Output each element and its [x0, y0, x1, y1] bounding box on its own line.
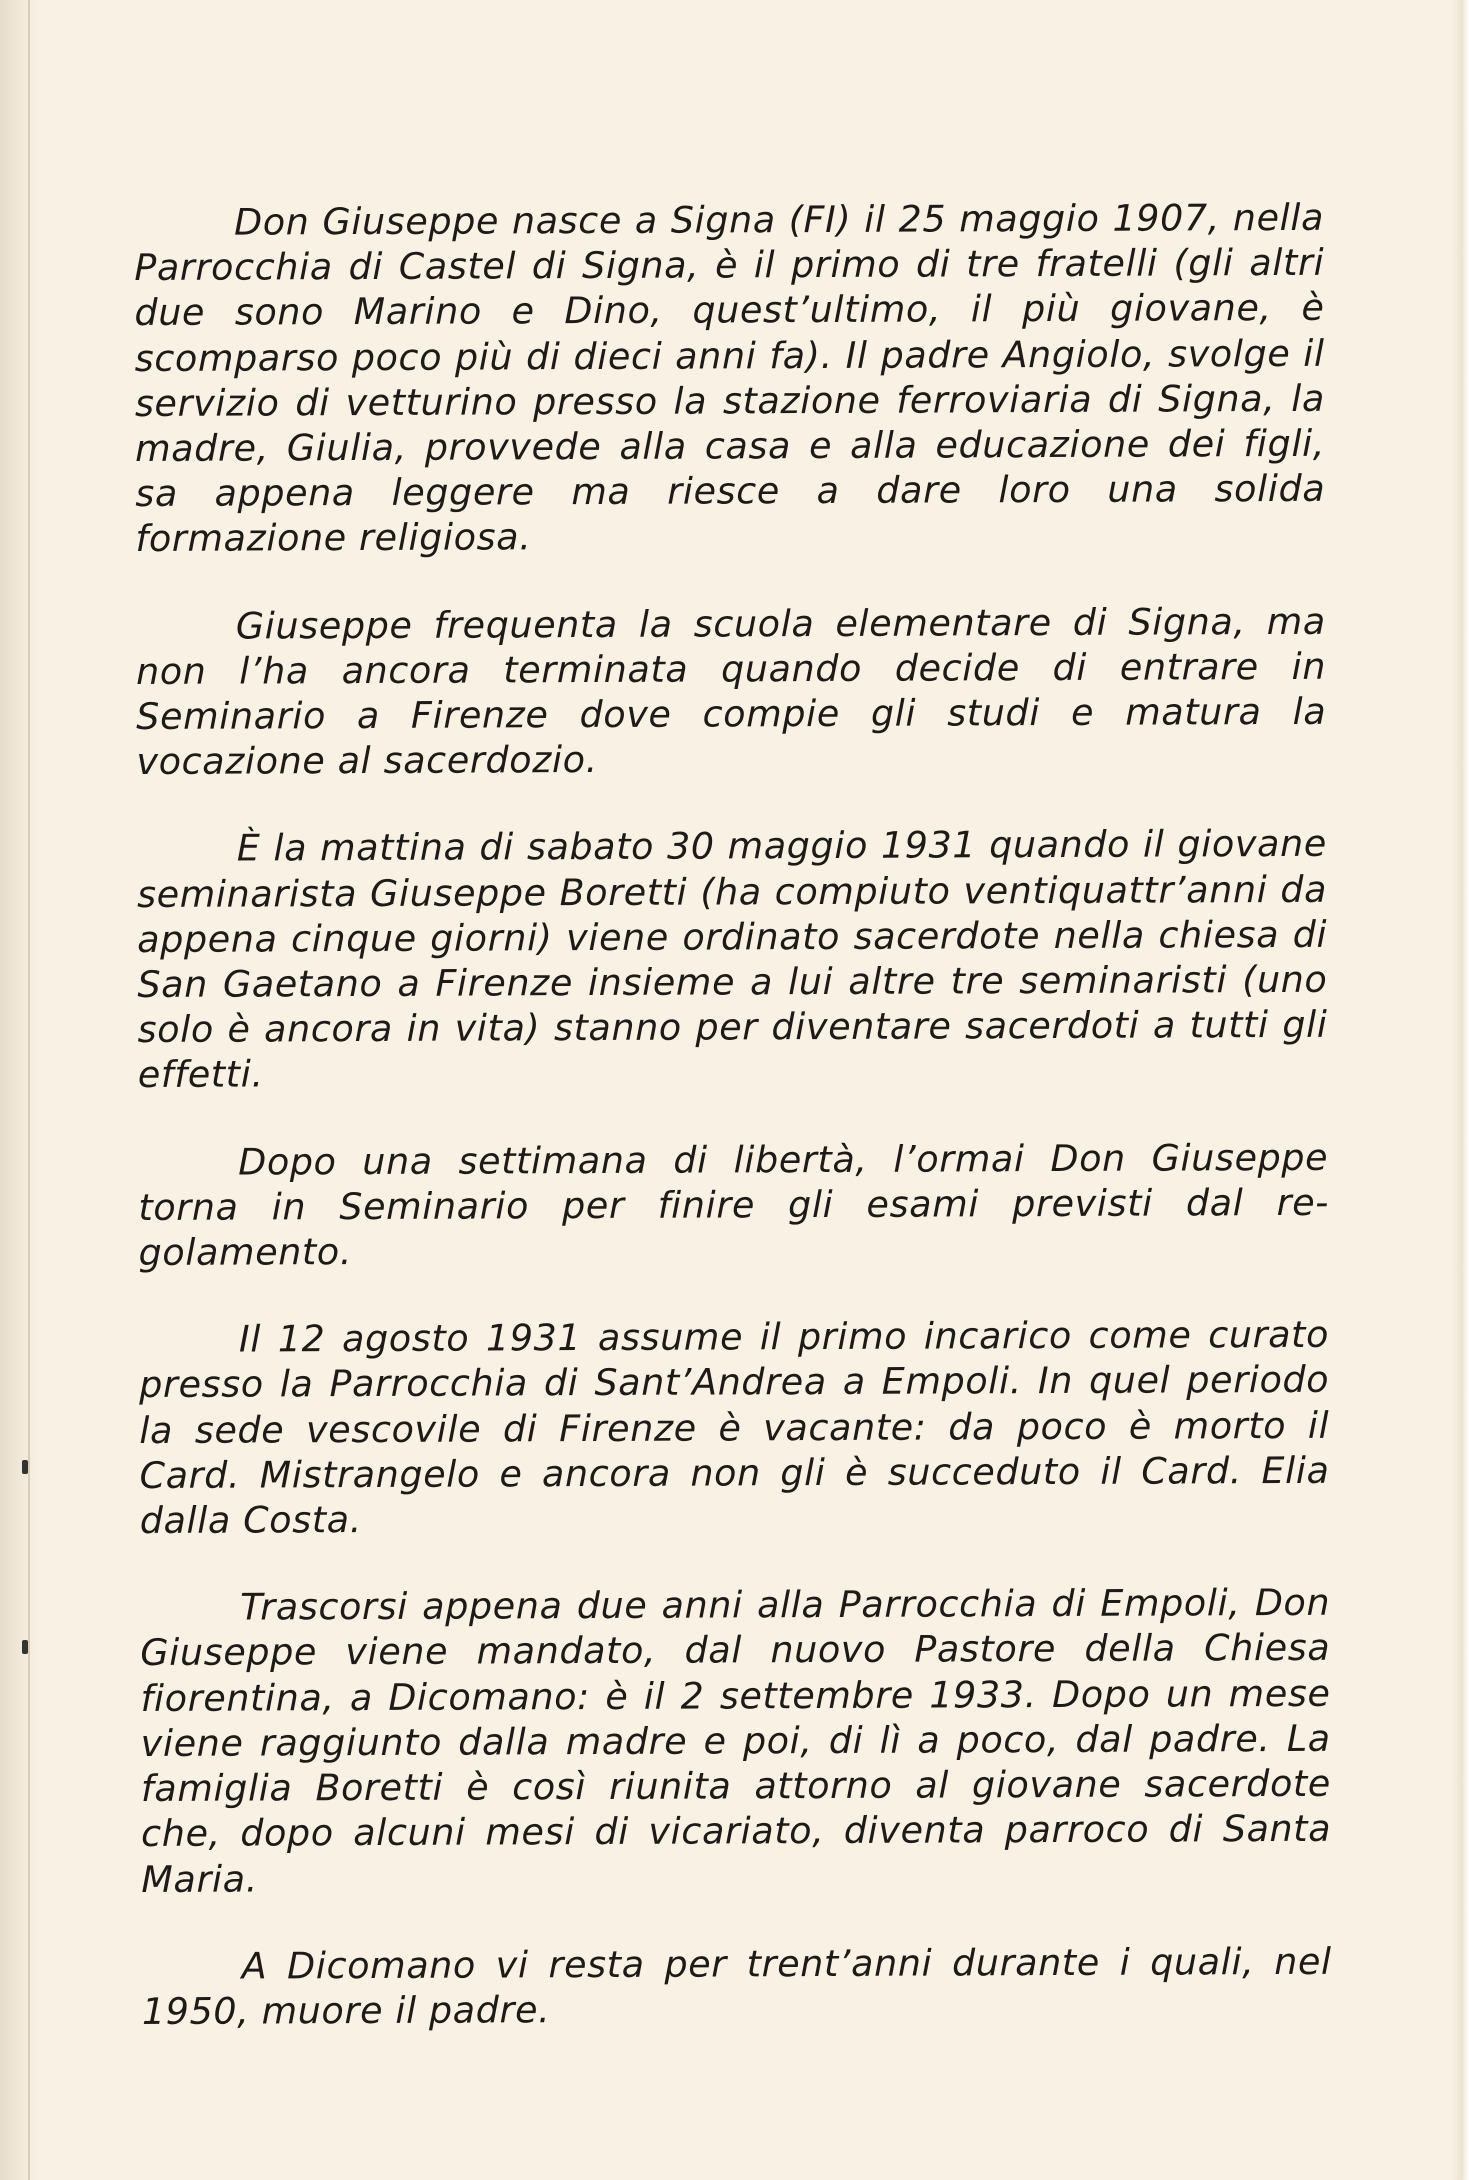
page-gutter-shadow: [0, 0, 40, 2180]
paragraph-empoli: Il 12 agosto 1931 assume il primo incarico come curato presso la Parrocchia di Sant’Andrea a Empoli. In quel periodo la sede vescovile di Firenze è vacante: da poco è morto il Card. Mistrangelo e ancora non gli è succeduto il Card. Elia dalla Costa.: [139, 1313, 1330, 1543]
paragraph-ordination: È la mattina di sabato 30 maggio 1931 quando il giovane seminarista Giuseppe Boretti (ha compiuto ventiquattr’anni da appena cinque giorni) viene ordinato sacerdote nella chiesa di San Gaetano a Firenze insieme a lui altre tre seminaristi (uno solo è ancora in vita) stanno per diventare sacerdoti a tutti gli effetti.: [136, 822, 1328, 1097]
paragraph-thirty-years: A Dicomano vi resta per trent’anni durante i quali, nel 1950, muore il padre.: [141, 1939, 1332, 2033]
binding-staple: [22, 1640, 28, 1654]
paragraph-birth: Don Giuseppe nasce a Signa (FI) il 25 maggio 1907, nella Parrocchia di Castel di Signa, è il primo di tre fratelli (gli altri due sono Marino e Dino, quest’ultimo, il più giovane, è scomparso poco più di dieci anni fa). Il padre Angiolo, svolge il servizio di vetturino presso la stazione ferroviaria di Signa, la madre, Giulia, provvede alla casa e alla educazione dei figli, sa appena leggere ma riesce a dare loro una solida formazione religiosa.: [134, 195, 1326, 561]
page-right-edge: [1451, 0, 1469, 2180]
paragraph-seminary-return: Dopo una settimana di libertà, l’ormai Don Giuseppe torna in Seminario per finire gli esami previsti dal regolamento.: [138, 1135, 1329, 1275]
body-text: [134, 195, 1332, 2034]
paragraph-school: Giuseppe frequenta la scuola elementare di Signa, ma non l’ha ancora terminata quando decide di entrare in Seminario a Firenze dove compie gli studi e matura la vocazione al sacerdozio.: [135, 599, 1327, 784]
binding-staple: [22, 1460, 28, 1474]
paragraph-dicomano: Trascorsi appena due anni alla Parrocchia di Empoli, Don Giuseppe viene mandato, dal nuovo Pastore della Chiesa fiorentina, a Dicomano: è il 2 settembre 1933. Dopo un mese viene raggiunto dalla madre e poi, di lì a poco, dal padre. La famiglia Boretti è così riunita attorno al giovane sacerdote che, dopo alcuni mesi di vicariato, diventa parroco di Santa Maria.: [140, 1581, 1332, 1901]
page-gutter-fold: [28, 0, 30, 2180]
